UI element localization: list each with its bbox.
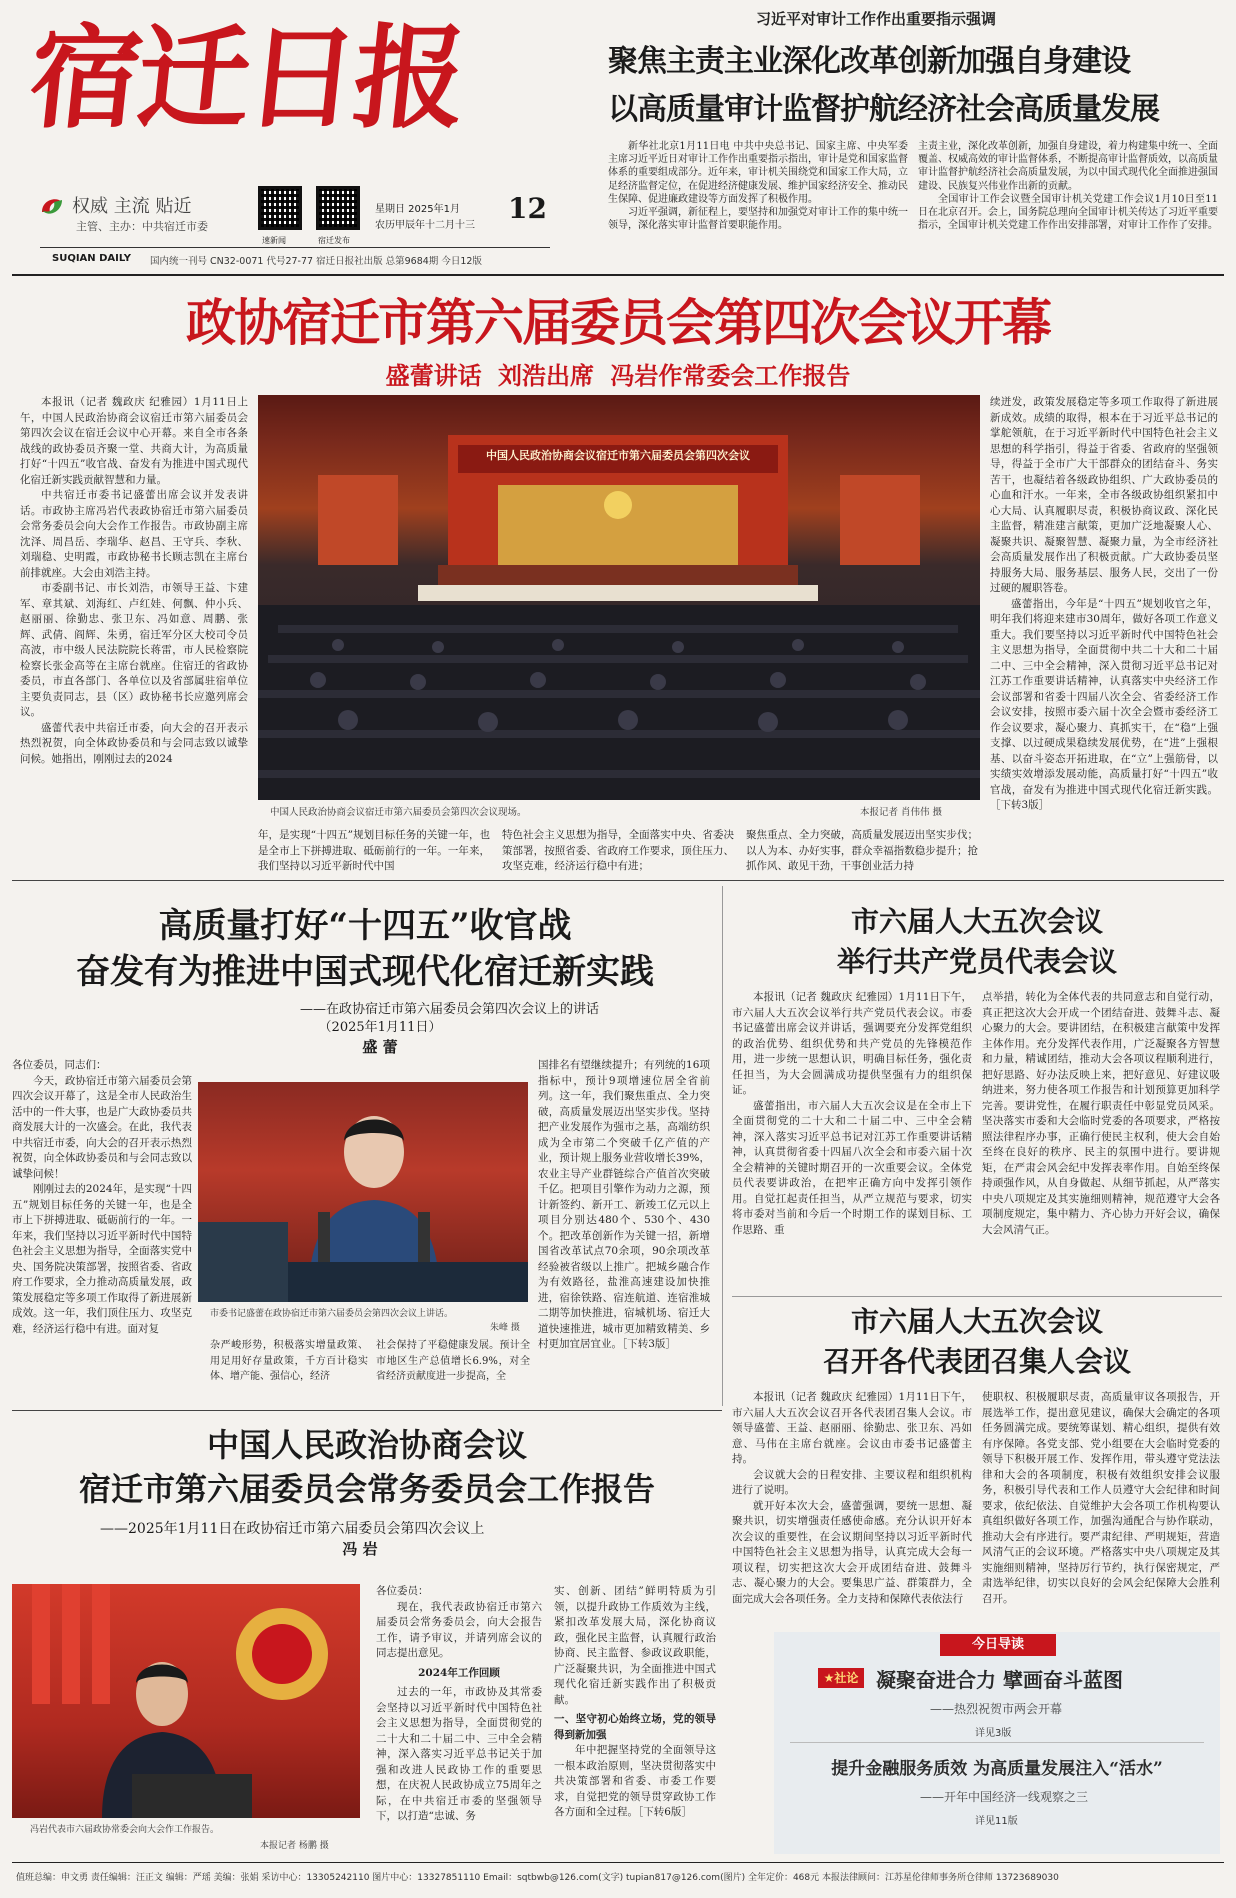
report-subtitle: ——2025年1月11日在政协宿迁市第六届委员会第四次会议上 xyxy=(100,1521,485,1537)
preview-item-title[interactable]: 提升金融服务质效 为高质量发展注入“活水” xyxy=(831,1759,1163,1779)
rule xyxy=(12,274,1224,276)
photo-credit: 朱峰 摄 xyxy=(490,1323,520,1333)
lead-below-col: 聚焦重点、全力突破，高质量发展迈出坚实步伐；以人为本、办好实事，群众幸福指数稳步提升；抢抓作风、敢见干劲，干事创业活力持 xyxy=(746,829,978,872)
report-col1 xyxy=(376,1584,542,1852)
paragraph: 新华社北京1月11日电 中共中央总书记、国家主席、中央军委主席习近平近日对审计工作作出重要指示指出，审计是党和国家监督体系的重要组成部分。近年来，审计机关围绕党和国家工作大局，立足经济监督定位，在促进经济健康发展、维护国家经济安全、推动民生保障、促进廉政建设等方面发挥了积极作用。 xyxy=(608,141,908,205)
paragraph: 就开好本次大会，盛蕾强调，要统一思想、凝聚共识，切实增强责任感使命感。充分认识开好本次会议的重要性，在会议期间坚持以习近平新时代中国特色社会主义思想为指导，认真完成大会每一项议程，切实把这次大会开成团结奋进、鼓舞斗志、凝心聚力的大会。要集思广益、群策群力，全面完成大会各项任务。全力支持和保障代表依法行 xyxy=(732,1499,972,1605)
star-icon: ★ xyxy=(823,1671,835,1685)
paragraph: 盛蕾代表中共宿迁市委，向大会的召开表示热烈祝贺，向全体政协委员和与会同志致以诚挚问候。她指出，刚刚过去的2024 xyxy=(20,721,248,765)
lead-below-col: 年，是实现“十四五”规划目标任务的关键一年，也是全市上下拼搏进取、砥砺前行的一年。一年来，我们坚持以习近平新时代中国 xyxy=(258,829,490,872)
paragraph: 全国审计工作会议暨全国审计机关党建工作会议1月10日至11日在北京召开。会上，国务院总理向全国审计机关传达了习近平重要指示，全国审计机关党建工作作出安排部署，对审计工作作了安排。 xyxy=(918,193,1218,232)
masthead xyxy=(0,0,1236,270)
lead-headline: 政协宿迁市第六届委员会第四次会议开幕 xyxy=(186,293,1050,352)
report-col2 xyxy=(554,1584,716,1852)
top-story-kicker: 习近平对审计工作作出重要指示强调 xyxy=(756,10,997,28)
npc1-headline: 举行共产党员代表会议 xyxy=(836,945,1117,978)
photo-credit: 本报记者 肖伟伟 摄 xyxy=(860,807,943,818)
paragraph: 各位委员： xyxy=(376,1585,429,1597)
tag-label: 社论 xyxy=(834,1671,859,1685)
lead-subhead: 盛蕾讲话 刘浩出席 冯岩作常委会工作报告 xyxy=(385,361,851,390)
speaker-photo xyxy=(198,1082,528,1302)
speech-headline: 高质量打好“十四五”收官战 xyxy=(158,906,572,946)
rule xyxy=(790,1742,1204,1743)
paragraph: 续迸发，政策发展稳定等多项工作取得了新进展新成效。成绩的取得，根本在于习近平总书记的掌舵领航，在于习近平新时代中国特色社会主义思想的科学指引，得益于省委、省政府的坚强领导，得益于全市广大干部群众的团结奋斗、务实苦干，也凝结着各级政协组织、广大政协委员的心血和汗水。一年来，全市各级政协组织紧扣中心大局、认真履职尽责，积极协商议政、深化民主监督，精准建言献策，更加广泛地凝聚人心、凝聚共识、凝聚智慧、凝聚力量，为全市经济社会高质量发展作出了积极贡献。广大政协委员坚持服务大局、服务基层、服务人民，交出了一份过硬的履职答卷。 xyxy=(990,396,1218,594)
photo-caption: 冯岩代表市六届政协常委会向大会作工作报告。 xyxy=(30,1825,220,1835)
top-story-col xyxy=(608,140,908,265)
speech-col3: 国排名有望继续提升；有列统的16项指标中，预计9项增速位居全省前列。这一年，我们聚焦重点、全力突破，高质量发展迈出坚实步伐。坚持把产业发展作为强市之基，高端纺织成为全市第二个突破千亿产值的产业，预计规上服务业营收增长39%，农业主导产业群链综合产值首次突破千亿。把项目引擎作为动力之源，预计新签约、新开工、新竣工亿元以上项目分别达480个、530个、430个。把改革创新作为关键一招，新增国省改革试点70余项，90余项改革经验被省级以上推广。把城乡融合作为有效路径，盐淮高速建设加快推进，宿徐铁路、宿连航道、连宿淮城二期等加快推进，宿城机场、宿迁大道快速推进，城市更加精致精美、乡村更加宜居宜业。［下转3版］ xyxy=(538,1059,710,1350)
preview-page-ref[interactable]: 详见3版 xyxy=(975,1728,1012,1739)
paragraph: 会议就大会的日程安排、主要议程和组织机构进行了说明。 xyxy=(732,1468,972,1496)
speech-headline: 奋发有为推进中国式现代化宿迁新实践 xyxy=(76,952,654,992)
lead-col-right xyxy=(990,395,1218,875)
rule xyxy=(732,1296,1222,1297)
rule xyxy=(12,1862,1224,1863)
photo-caption: 中国人民政治协商会议宿迁市第六届委员会第四次会议现场。 xyxy=(270,807,527,818)
top-story-headline: 以高质量审计监督护航经济社会高质量发展 xyxy=(608,92,1159,127)
paragraph: 实、创新、团结”鲜明特质为引领，以提升政协工作质效为主线，紧扣改革发展大局，深化协商议政，强化民主监督，认真履行政治协商、民主监督、参政议政职能，广泛凝聚共识，为全面推进中国式现代化宿迁新实践作出了积极贡献。 xyxy=(554,1585,716,1706)
speech-col1 xyxy=(12,1058,192,1400)
qr-code-icon xyxy=(258,186,302,230)
lunar-date: 农历甲辰年十二月十三 xyxy=(375,220,475,231)
preview-item-subtitle: ——开年中国经济一线观察之三 xyxy=(920,1790,1089,1804)
report-speaker-photo xyxy=(12,1584,360,1818)
qr-label: 宿迁发布 xyxy=(318,236,350,245)
speech-bottom-col: 杂严峻形势，积极落实增量政策、用足用好存量政策，千方百计稳实体、增产能、强信心，经济 xyxy=(210,1340,368,1382)
logo-swirl-icon xyxy=(38,192,66,220)
npc2-col2: 使职权、积极履职尽责，高质量审议各项报告，开展选举工作，提出意见建议，确保大会确定的各项任务圆满完成。要统筹谋划、精心组织，提供有效有序保障。各党支部、党小组要在大会临时党委的领导下积极开展工作、发挥作用，带头遵守党法法律和大会的各项制度，积极有效组织安排会议服务，积极引导代表和工作人员遵守大会纪律和时间要求，依纪依法、自觉维护大会各项工作机构要认真组织做好各项工作，加强沟通配合与协作联动，推动大会有序进行。要严肃纪律、严明规矩，营造风清气正的会议环境。严格落实中央八项规定及其实施细则精神，坚持厉行节约，执行保密规定，严肃选举纪律，切实以良好的会风会纪保障大会胜利召开。 xyxy=(982,1391,1220,1605)
slogan: 权威 主流 贴近 xyxy=(72,196,192,217)
paragraph: 本报讯（记者 魏政庆 纪雅园）1月11日下午，市六届人大五次会议召开各代表团召集人会议。市领导盛蕾、王益、赵丽丽、徐勤忠、张卫东、冯如意、马伟在主席台就座。会议由市委书记盛蕾主持。 xyxy=(732,1391,972,1465)
npc2-headline: 市六届人大五次会议 xyxy=(850,1305,1103,1338)
photo-credit: 本报记者 杨鹏 摄 xyxy=(260,1841,329,1851)
day-number: 12 xyxy=(508,192,547,225)
sponsor: 主管、主办：中共宿迁市委 xyxy=(76,220,208,233)
conference-photo xyxy=(258,395,980,800)
lead-below-col: 特色社会主义思想为指导，全面落实中央、省委决策部署，按照省委、省政府工作要求，顶住压力、攻坚克难，经济运行稳中有进； xyxy=(502,829,734,872)
english-title: SUQIAN DAILY xyxy=(52,253,131,264)
newspaper-title: 宿迁日报 xyxy=(23,13,469,144)
paragraph: 刚刚过去的2024年，是实现“十四五”规划目标任务的关键一年，也是全市上下拼搏进取、砥砺前行的一年。一年来，我们坚持以习近平新时代中国特色社会主义思想为指导，全面落实党中央、国务院决策部署，按照省委、省政府工作要求，全力推动高质量发展，政策发展稳定等多项工作取得了新进展新成效。这一年，我们顶住压力、攻坚克难，经济运行稳中有进。面对复 xyxy=(12,1183,192,1335)
qr-code-icon xyxy=(316,186,360,230)
rule xyxy=(12,880,1224,881)
paragraph: 今天，政协宿迁市第六届委员会第四次会议开幕了，这是全市人民政治生活中的一件大事，也是广大政协委员共商发展大计的一次盛会。在此，我代表中共宿迁市委，向大会的召开表示热烈祝贺，向全体政协委员和与会同志致以诚挚问候！ xyxy=(12,1074,192,1180)
section-heading: 一、坚守初心始终立场，党的领导得到新加强 xyxy=(554,1713,716,1741)
footer-info: 值班总编：申文勇 责任编辑：汪正文 编辑：严瑶 美编：张娟 采访中心：13305242110 图片中心：13327851110 Email：sqtbwb@126.com(文字) tupian817@126.com(图片) 全年定价：468元 本报法律顾问：江苏星伦律师事务所仓律师 13723689030 xyxy=(16,1873,1059,1883)
top-story-col xyxy=(918,140,1218,265)
issue-info: 国内统一刊号 CN32-0071 代号27-77 宿迁日报社出版 总第9684期 今日12版 xyxy=(150,256,482,267)
paragraph: 习近平强调，新征程上，要坚持和加强党对审计工作的集中统一领导，深化落实审计监督首要职能作用。 xyxy=(608,207,908,232)
speech-subtitle: ——在政协宿迁市第六届委员会第四次会议上的讲话 xyxy=(300,1002,600,1017)
paragraph: 现在，我代表政协宿迁市第六届委员会常务委员会，向大会报告工作，请予审议，并请列席会议的同志提出意见。 xyxy=(376,1600,542,1659)
top-story-headline: 聚焦主责主业深化改革创新加强自身建设 xyxy=(608,44,1130,79)
report-headline: 宿迁市第六届委员会常务委员会工作报告 xyxy=(78,1470,655,1508)
npc1-headline: 市六届人大五次会议 xyxy=(850,905,1103,938)
preview-title: 今日导读 xyxy=(940,1634,1056,1656)
report-author: 冯 岩 xyxy=(342,1540,378,1558)
divider xyxy=(722,886,723,1406)
speech-author: 盛 蕾 xyxy=(362,1038,398,1056)
date-line: 星期日 2025年1月 xyxy=(375,204,460,215)
paragraph: 中共宿迁市委书记盛蕾出席会议并发表讲话。市政协主席冯岩代表政协宿迁市第六届委员会常务委员会向大会作工作报告。市政协副主席沈泽、周昌岳、李瑞华、赵昌、王守兵、李秋、刘瑞稳、史明霞，市政协秘书长顾志凯在主席台前排就座。大会由刘浩主持。 xyxy=(20,489,248,579)
speaker-illustration xyxy=(198,1082,528,1302)
report-headline: 中国人民政治协商会议 xyxy=(206,1426,527,1464)
masthead-rule xyxy=(40,247,550,248)
paragraph: 盛蕾指出，今年是“十四五”规划收官之年，明年我们将迎来建市30周年，做好各项工作意义重大。我们要坚持以习近平新时代中国特色社会主义思想为指导，全面贯彻中共二十大和二十届二中、三中全会精神，深入贯彻习近平总书记对江苏工作重要讲话精神，认真落实中央经济工作会议部署和省委十四届八次全会、省委经济工作会议安排，按照市委六届十次全会暨市委经济工作会议要求，凝心聚力、真抓实干，在“稳”上强支撑、以过硬成果稳续发展优势，在“进”上强根基、以奋斗姿态开拓进取，在“立”上强筋骨，以实绩实效增添发展动能，高质量打好“十四五”收官战，奋发有为推进中国式现代化宿迁新实践。［下转3版］ xyxy=(990,597,1218,811)
paragraph: 盛蕾指出，市六届人大五次会议是在全市上下全面贯彻党的二十大和二十届二中、三中全会精神，深入落实习近平总书记对江苏工作重要讲话精神，认真贯彻省委十四届八次全会和市委六届十次全会精神的关键时期召开的一次重要会议。全体党员代表要讲政治，在把牢正确方向中发挥引领作用。自觉扛起责任担当，从严立规范与要求，切实将市委对当前和今后一个时期工作的谋划目标、工作思路、重 xyxy=(732,1099,972,1236)
editorial-tag xyxy=(818,1668,864,1688)
paragraph: 本报讯（记者 魏政庆 纪雅园）1月11日上午，中国人民政治协商会议宿迁市第六届委员会第四次会议在宿迁会议中心开幕。来自全市各条战线的政协委员齐聚一堂、共商大计，为高质量打好“十四五”收官战、奋发有为推进中国式现代化宿迁新实践贡献智慧和力量。 xyxy=(20,396,248,486)
paragraph: 主责主业，深化改革创新，加强自身建设，着力构建集中统一、全面覆盖、权威高效的审计监督体系，不断提高审计监督质效，以高质量审计监督护航经济社会高质量发展，为以中国式现代化全面推进强国建设、民族复兴伟业作出新的贡献。 xyxy=(918,141,1218,192)
qr-label: 速新闻 xyxy=(262,236,286,245)
section-heading: 2024年工作回顾 xyxy=(418,1666,500,1679)
report-speaker-illustration xyxy=(12,1584,360,1818)
npc2-col1 xyxy=(732,1390,972,1630)
speech-date: （2025年1月11日） xyxy=(318,1020,442,1035)
npc2-headline: 召开各代表团召集人会议 xyxy=(822,1345,1131,1378)
speech-bottom-col: 社会保持了平稳健康发展。预计全市地区生产总值增长6.9%，对全省经济贡献度进一步提高，全 xyxy=(376,1340,530,1382)
paragraph: 本报讯（记者 魏政庆 纪雅园）1月11日下午，市六届人大五次会议举行共产党员代表会议。市委书记盛蕾出席会议并讲话，强调要充分发挥党组织的政治优势、组织优势和共产党员的先锋模范作用，进一步统一思想认识，明确目标任务，强化责任担当，为大会圆满成功提供坚强有力的组织保证。 xyxy=(732,991,972,1096)
paragraph: 过去的一年，市政协及其常委会坚持以习近平新时代中国特色社会主义思想为指导，全面贯彻党的二十大和二十届二中、三中全会精神，深入落实习近平总书记关于加强和改进人民政协工作的重要思想，在庆祝人民政协成立75周年之际，在中共宿迁市委的坚强领导下，以打造“忠诚、务 xyxy=(376,1686,542,1822)
lead-col-left xyxy=(20,395,248,825)
preview-page-ref[interactable]: 详见11版 xyxy=(975,1816,1018,1827)
preview-item-subtitle: ——热烈祝贺市两会开幕 xyxy=(930,1702,1063,1716)
photo-banner-text: 中国人民政治协商会议宿迁市第六届委员会第四次会议 xyxy=(486,449,750,462)
photo-caption: 市委书记盛蕾在政协宿迁市第六届委员会第四次会议上讲话。 xyxy=(210,1309,454,1319)
paragraph: 各位委员，同志们： xyxy=(12,1059,107,1071)
preview-item-title[interactable]: 凝聚奋进合力 擘画奋斗蓝图 xyxy=(876,1668,1123,1692)
rule xyxy=(12,1410,722,1411)
npc1-col2: 点举措，转化为全体代表的共同意志和自觉行动，真正把这次大会开成一个团结奋进、鼓舞斗志、凝心聚力的大会。要讲团结，在积极建言献策中发挥主体作用。充分发挥代表作用，广泛凝聚各方智慧和力量，精诚团结，推动大会各项议程顺利进行，把好思路、好办法反映上来，把好意见、好建议吸纳进来，努力使各项工作报告和计划预算更加科学完善。要讲党性，在履行职责任中彰显党员风采。坚决落实市委和大会临时党委的各项要求，严格按照法律程序办事，正确行使民主权利，使大会自始至终在良好的秩序、民主的氛围中进行。要讲规矩，在严肃会风会纪中发挥表率作用。自始至终保持顽强作风，从自身做起、从细节抓起，从严落实中央八项规定及其实施细则精神，规范遵守大会各项制度规定，集中精力、齐心协力开好会议，确保大会风清气正。 xyxy=(982,991,1220,1236)
paragraph: 市委副书记、市长刘浩，市领导王益、卞建军、章其斌、刘海红、卢红娃、何飘、仲小兵、赵丽丽、徐勤忠、张卫东、冯如意、周鹏、张辉、武倩、阎辉、朱勇，宿迁军分区大校司令员高波，市中级人民法院院长蒋雷，市人民检察院检察长张金高等在主席台就座。住宿迁的省政协委员，市直各部门、各单位以及省部属驻宿单位主要负责同志，县（区）政协秘书长应邀列席会议。 xyxy=(20,582,248,718)
paragraph: 年中把握坚持党的全面领导这一根本政治原则，坚决贯彻落实中共决策部署和省委、市委工作要求，自觉把党的领导贯穿政协工作各方面和全过程。［下转6版］ xyxy=(554,1744,716,1818)
npc1-col1 xyxy=(732,990,972,1290)
